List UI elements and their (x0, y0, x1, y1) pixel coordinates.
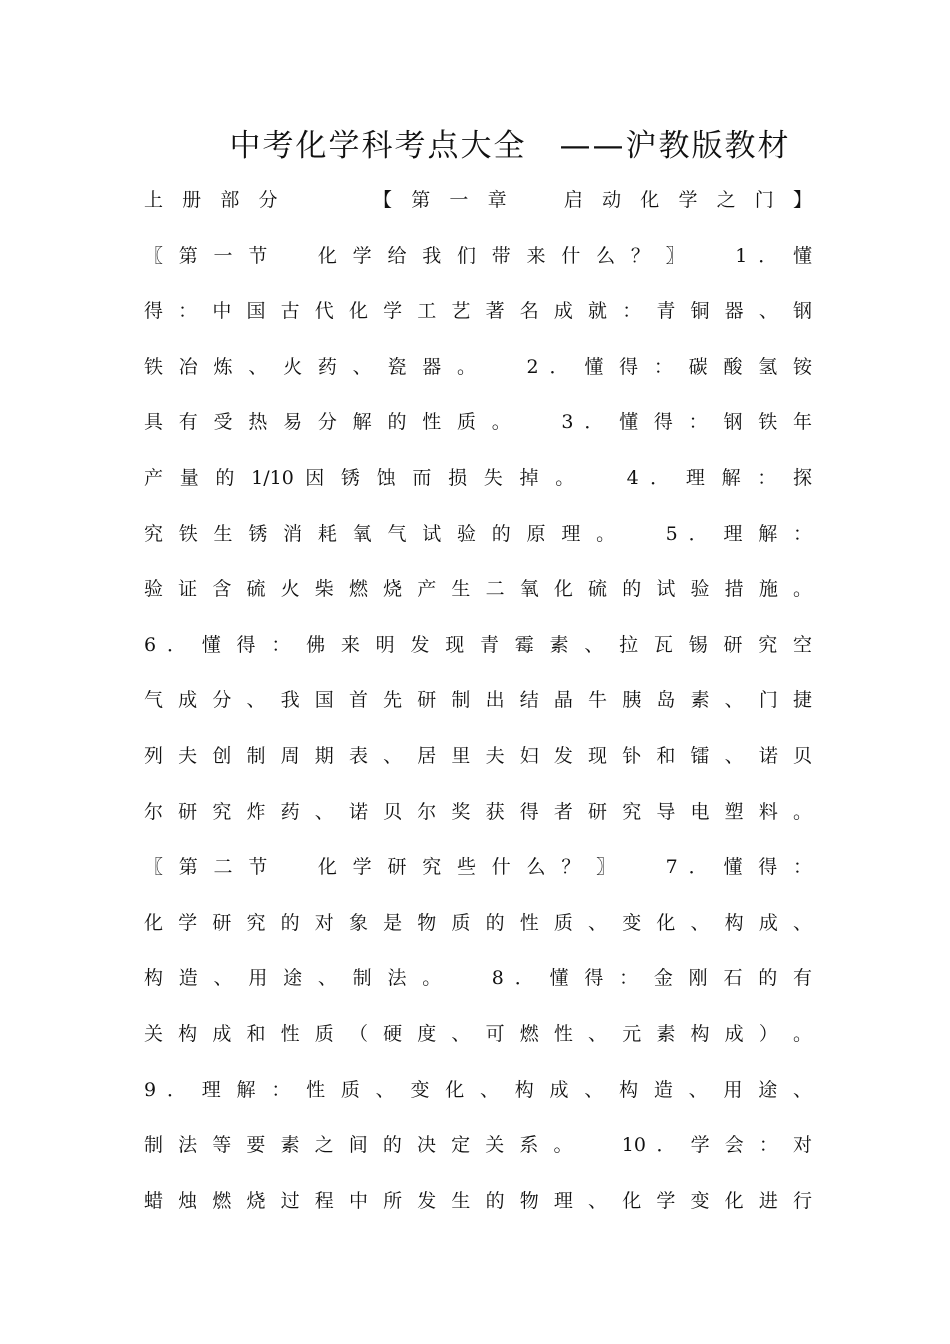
text-line: 上 册 部 分 【 第 一 章 启 动 化 学 之 门 】 (144, 189, 812, 211)
text-line: 具 有 受 热 易 分 解 的 性 质 。 3 ． 懂 得 ： 钢 铁 年 (144, 411, 812, 434)
document-title: 中考化学科考点大全 ——沪教版教材 (229, 128, 791, 164)
text-line: 6 ． 懂 得 ： 佛 来 明 发 现 青 霉 素 、 拉 瓦 锡 研 究 空 (144, 633, 812, 656)
text-line: 究 铁 生 锈 消 耗 氧 气 试 验 的 原 理 。 5 ． 理 解 ： (144, 522, 812, 545)
text-line: 得 ： 中 国 古 代 化 学 工 艺 著 名 成 就 ： 青 铜 器 、 钢 (144, 300, 812, 323)
text-line: 蜡 烛 燃 烧 过 程 中 所 发 生 的 物 理 、 化 学 变 化 进 行 (144, 1189, 812, 1212)
document-body (144, 178, 812, 1234)
text-line: 气 成 分 、 我 国 首 先 研 制 出 结 晶 牛 胰 岛 素 、 门 捷 (144, 689, 812, 712)
text-line: 制 法 等 要 素 之 间 的 决 定 关 系 。 10 ． 学 会 ： 对 (144, 1134, 812, 1157)
text-line: 构 造 、 用 途 、 制 法 。 8 ． 懂 得 ： 金 刚 石 的 有 (144, 967, 812, 990)
text-line: 列 夫 创 制 周 期 表 、 居 里 夫 妇 发 现 钋 和 镭 、 诺 贝 (144, 744, 812, 767)
text-line: 〖 第 一 节 化 学 给 我 们 带 来 什 么 ？ 〗 1 ． 懂 (144, 244, 812, 267)
text-line: 产 量 的 1/10 因 锈 蚀 而 损 失 掉 。 4 ． 理 解 ： 探 (144, 466, 812, 489)
text-line: 铁 冶 炼 、 火 药 、 瓷 器 。 2 ． 懂 得 ： 碳 酸 氢 铵 (144, 355, 812, 378)
text-line: 〖 第 二 节 化 学 研 究 些 什 么 ？ 〗 7 ． 懂 得 ： (144, 856, 812, 879)
text-line: 尔 研 究 炸 药 、 诺 贝 尔 奖 获 得 者 研 究 导 电 塑 料 。 (144, 800, 812, 823)
text-line: 9 ． 理 解 ： 性 质 、 变 化 、 构 成 、 构 造 、 用 途 、 (144, 1078, 812, 1101)
text-line: 化 学 研 究 的 对 象 是 物 质 的 性 质 、 变 化 、 构 成 、 (144, 911, 812, 934)
text-line: 关 构 成 和 性 质 （ 硬 度 、 可 燃 性 、 元 素 构 成 ） 。 (144, 1022, 812, 1045)
text-line: 验 证 含 硫 火 柴 燃 烧 产 生 二 氧 化 硫 的 试 验 措 施 。 (144, 578, 812, 601)
